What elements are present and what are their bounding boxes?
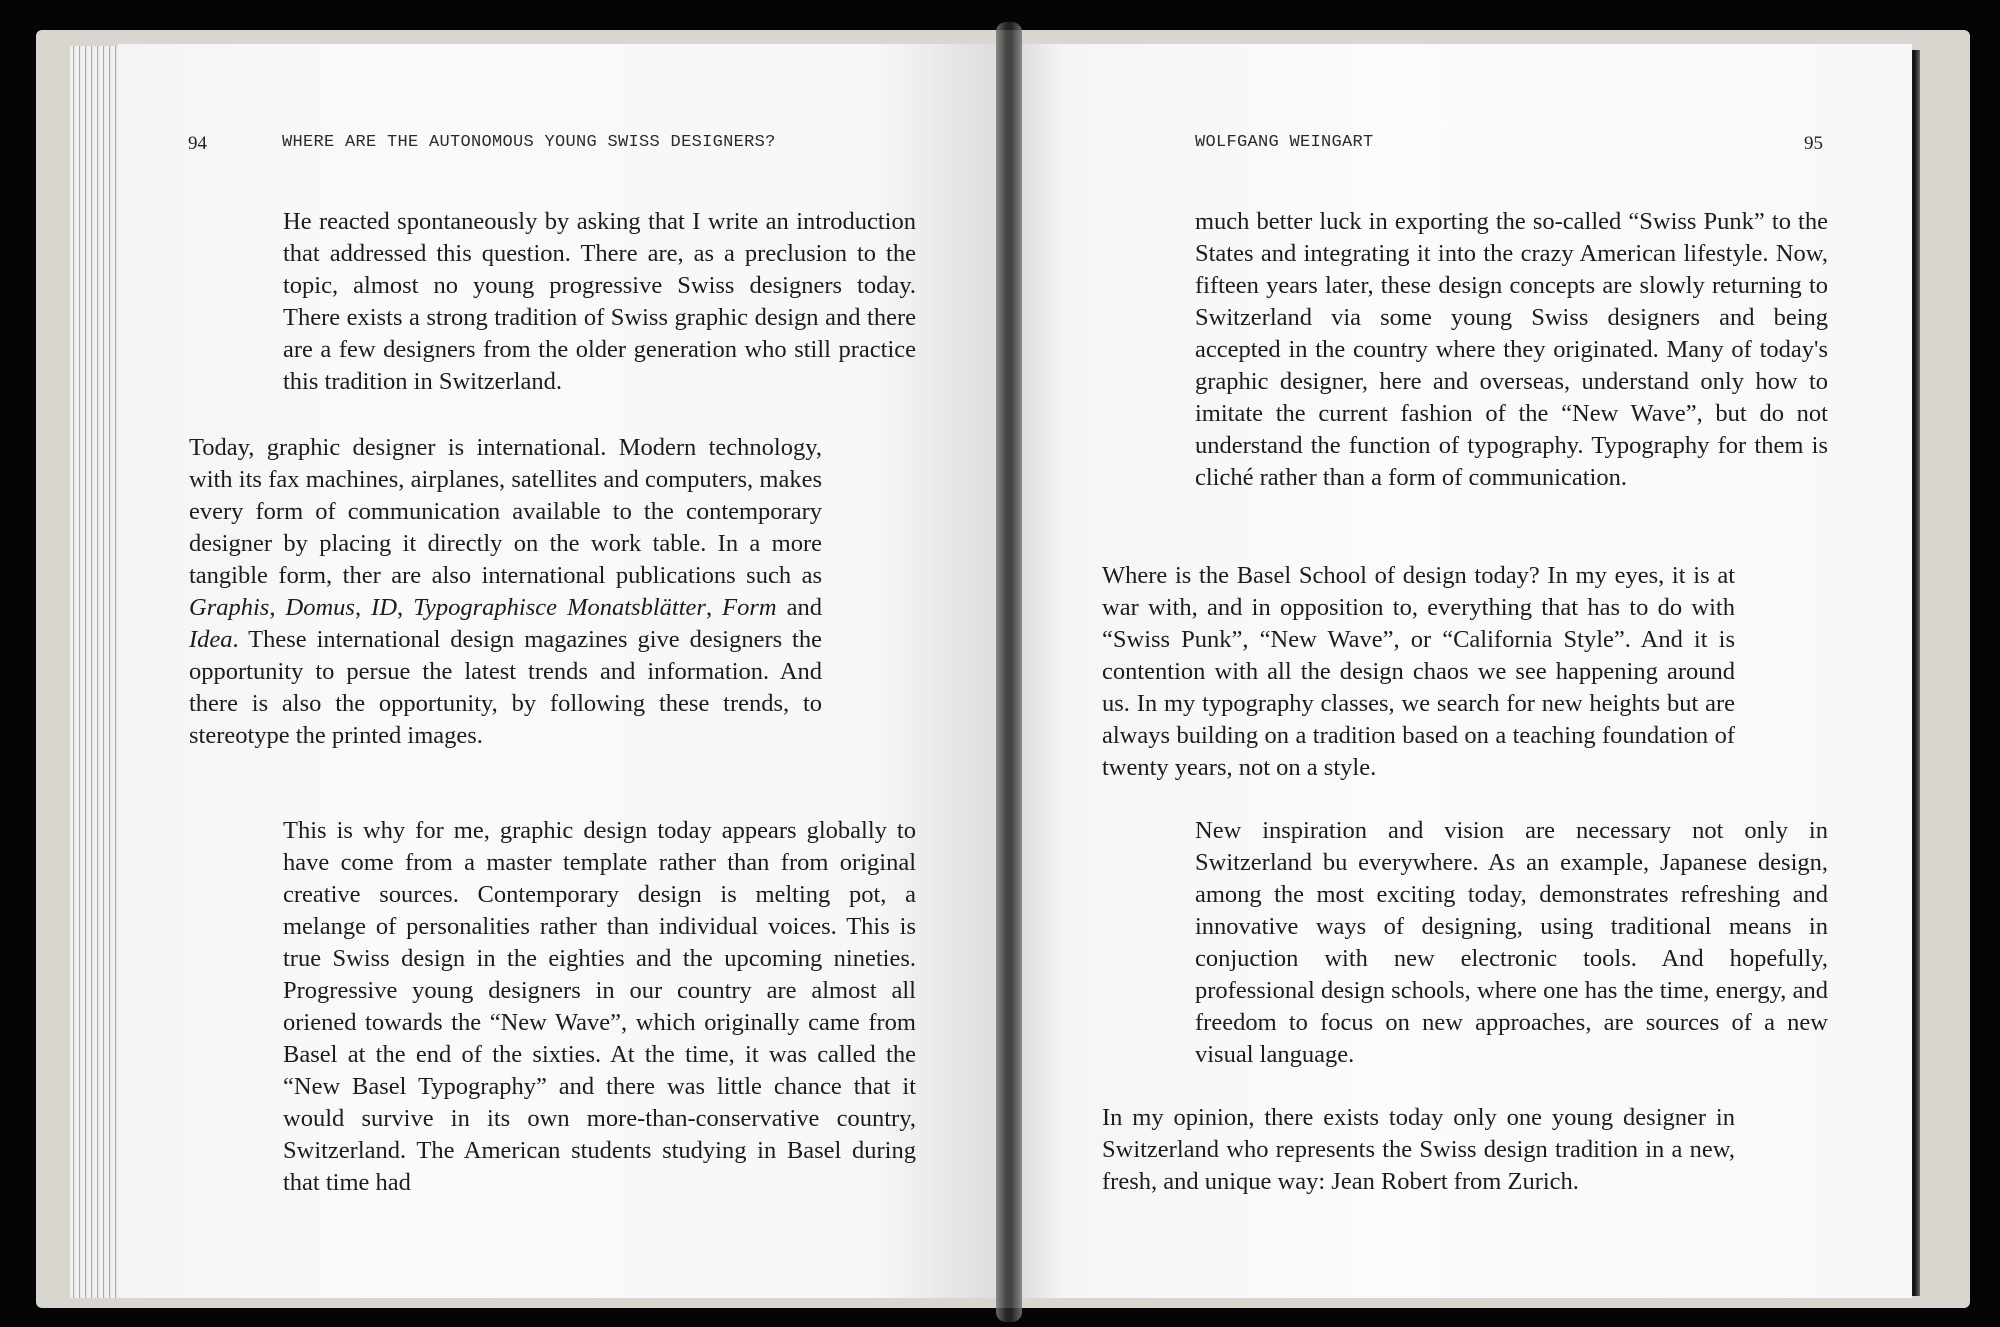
right-running-head: WOLFGANG WEINGART: [1195, 133, 1374, 152]
left-paragraph-1: He reacted spontaneously by asking that I write an introduction that addressed this question. There are, as a preclusion to the topic, almost no young progressive Swiss designers today. There exists a strong tradition of Swiss graphic design and there are a few designers from the older generation who still practice this tradition in Switzerland.: [283, 208, 916, 395]
left-running-head: WHERE ARE THE AUTONOMOUS YOUNG SWISS DESIGNERS?: [282, 133, 776, 152]
left-paragraph-3: This is why for me, graphic design today appears globally to have come from a master template rather than from original creative sources. Contemporary design is melting pot, a melange of personalities rather than individual voices. This is true Swiss design in the eighties and the upcoming nineties. Progressive young designers in our country are almost all oriened towards the “New Wave”, which originally came from Basel at the end of the sixties. At the time, it was called the “New Basel Typography” and there was little chance that it would survive in its own more-than-conservative country, Switzerland. The American students studying in Basel during that time had: [283, 817, 916, 1196]
right-page-number: 95: [1804, 133, 1823, 154]
publication-domus: Domus: [285, 594, 355, 621]
left-paragraph-2: Today, graphic designer is international. Modern technology, with its fax machines, airplanes, satellites and computers, makes every form of communication available to the contemporary designer by placing it directly on the work table. In a more tangible form, ther are also international publications such as Graphis, Domus, ID, Typographisce Monatsblätter, Form and Idea. These international design magazines give designers the opportunity to persue the latest trends and information. And there is also the opportunity, by following these trends, to stereotype the printed images.: [189, 434, 823, 749]
publication-idea: Idea: [189, 626, 233, 653]
right-paragraph-4: In my opinion, there exists today only one young designer in Switzerland who represents the Swiss design tradition in a new, fresh, and unique way: Jean Robert from Zurich.: [1102, 1104, 1735, 1195]
page-edges: [70, 46, 122, 1298]
publication-form: Form: [722, 594, 777, 621]
right-paragraph-3: New inspiration and vision are necessary not only in Switzerland bu everywhere. As an example, Japanese design, among the most exciting today, demonstrates refreshing and innovative ways of designing, using traditional means in conjuction with new electronic tools. And hopefully, professional design schools, where one has the time, energy, and freedom to focus on new approaches, are sources of a new visual language.: [1195, 817, 1828, 1068]
left-page-number: 94: [188, 133, 207, 154]
publication-id: ID: [371, 594, 398, 621]
right-paragraph-1: much better luck in exporting the so-called “Swiss Punk” to the States and integrating it into the crazy American lifestyle. Now, fifteen years later, these design concepts are slowly returning to Switzerland via some young Swiss designers and being accepted in the country where they originated. Many of today's graphic designer, here and overseas, understand only how to imitate the current fashion of the “New Wave”, but do not understand the function of typography. Typography for them is cliché rather than a form of communication.: [1195, 208, 1828, 491]
right-paragraph-2: Where is the Basel School of design today? In my eyes, it is at war with, and in opposition to, everything that has to do with “Swiss Punk”, “New Wave”, or “California Style”. And it is contention with all the design chaos we see happening around us. In my typography classes, we search for new heights but are always building on a tradition based on a teaching foundation of twenty years, not on a style.: [1102, 562, 1735, 781]
publication-graphis: Graphis: [189, 594, 270, 621]
book-spine-gutter: [996, 22, 1022, 1322]
publication-typographisce-monatsblatter: Typographisce Monatsblätter: [413, 594, 706, 621]
